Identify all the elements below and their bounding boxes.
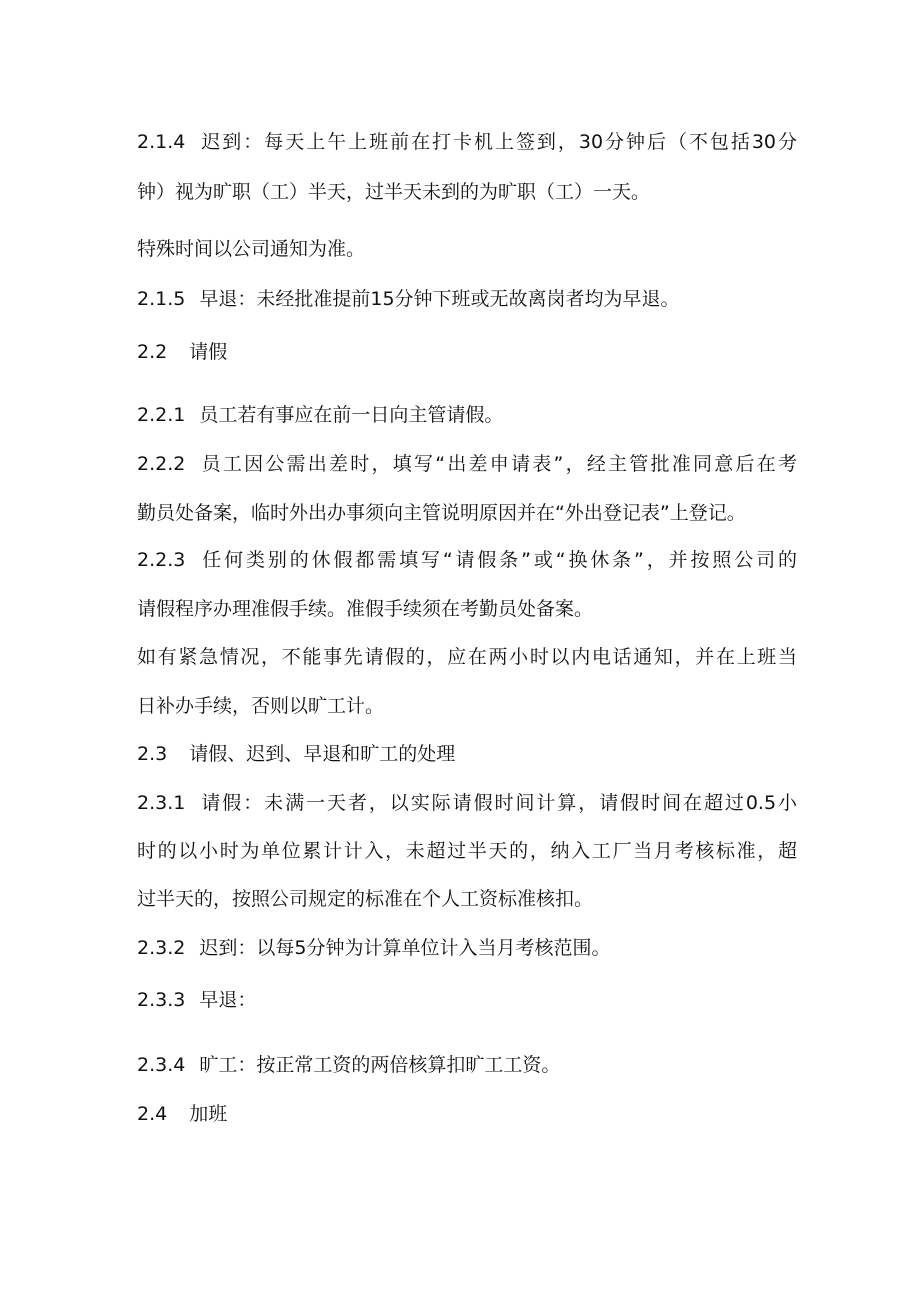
section-number: 2.4 [137,1103,168,1125]
clause-2-3-1-line-1 [137,790,797,816]
clause-text: 员工若有事应在前一日向主管请假。 [199,404,504,426]
urgent-note-line-1: 如有紧急情况，不能事先请假的，应在两小时以内电话通知，并在上班当 [137,646,797,668]
clause-number: 2.1.5 [137,288,186,310]
section-title: 请假、迟到、早退和旷工的处理 [189,743,456,765]
clause-text: 请假：未满一天者，以实际请假时间计算，请假时间在超过0.5小 [199,792,797,814]
clause-2-1-4-line-1 [137,129,797,155]
clause-2-1-4-line-2: 钟）视为旷职（工）半天，过半天未到的为旷职（工）一天。 [137,181,651,203]
clause-2-3-2 [137,935,797,961]
clause-number: 2.3.2 [137,937,186,959]
clause-2-2-1 [137,402,797,428]
clause-2-2-3-line-2: 请假程序办理准假手续。准假手续须在考勤员处备案。 [137,598,594,620]
clause-text: 旷工：按正常工资的两倍核算扣旷工工资。 [199,1054,561,1076]
clause-text: 早退：未经批准提前15分钟下班或无故离岗者均为早退。 [199,288,680,310]
clause-2-3-4 [137,1052,797,1078]
section-title: 请假 [189,341,228,363]
clause-number: 2.2.1 [137,404,186,426]
clause-2-3-3 [137,987,797,1013]
clause-text: 迟到：每天上午上班前在打卡机上签到，30分钟后（不包括30分 [199,131,797,153]
section-2-2-heading [137,339,797,365]
clause-text: 员工因公需出差时，填写“出差申请表”，经主管批准同意后在考 [199,453,797,475]
clause-number: 2.2.3 [137,549,186,571]
clause-text: 迟到：以每5分钟为计算单位计入当月考核范围。 [199,937,611,959]
clause-number: 2.2.2 [137,453,186,475]
clause-2-3-1-line-2: 时的以小时为单位累计计入，未超过半天的，纳入工厂当月考核标准，超 [137,840,797,862]
clause-text: 早退： [199,989,257,1011]
section-2-3-heading [137,741,797,767]
special-time-note: 特殊时间以公司通知为准。 [137,238,366,260]
clause-number: 2.3.4 [137,1054,186,1076]
clause-2-2-3-line-1 [137,547,797,573]
section-number: 2.2 [137,341,168,363]
clause-2-3-1-line-3: 过半天的，按照公司规定的标准在个人工资标准核扣。 [137,888,594,910]
section-2-4-heading [137,1101,797,1127]
clause-text: 任何类别的休假都需填写“请假条”或“换休条”，并按照公司的 [199,549,797,571]
clause-2-2-2-line-1 [137,451,797,477]
clause-number: 2.3.1 [137,792,186,814]
clause-2-2-2-line-2: 勤员处备案，临时外出办事须向主管说明原因并在“外出登记表”上登记。 [137,502,746,524]
clause-number: 2.1.4 [137,131,186,153]
clause-2-1-5 [137,286,797,312]
section-number: 2.3 [137,743,168,765]
urgent-note-line-2: 日补办手续，否则以旷工计。 [137,695,385,717]
clause-number: 2.3.3 [137,989,186,1011]
section-title: 加班 [189,1103,228,1125]
